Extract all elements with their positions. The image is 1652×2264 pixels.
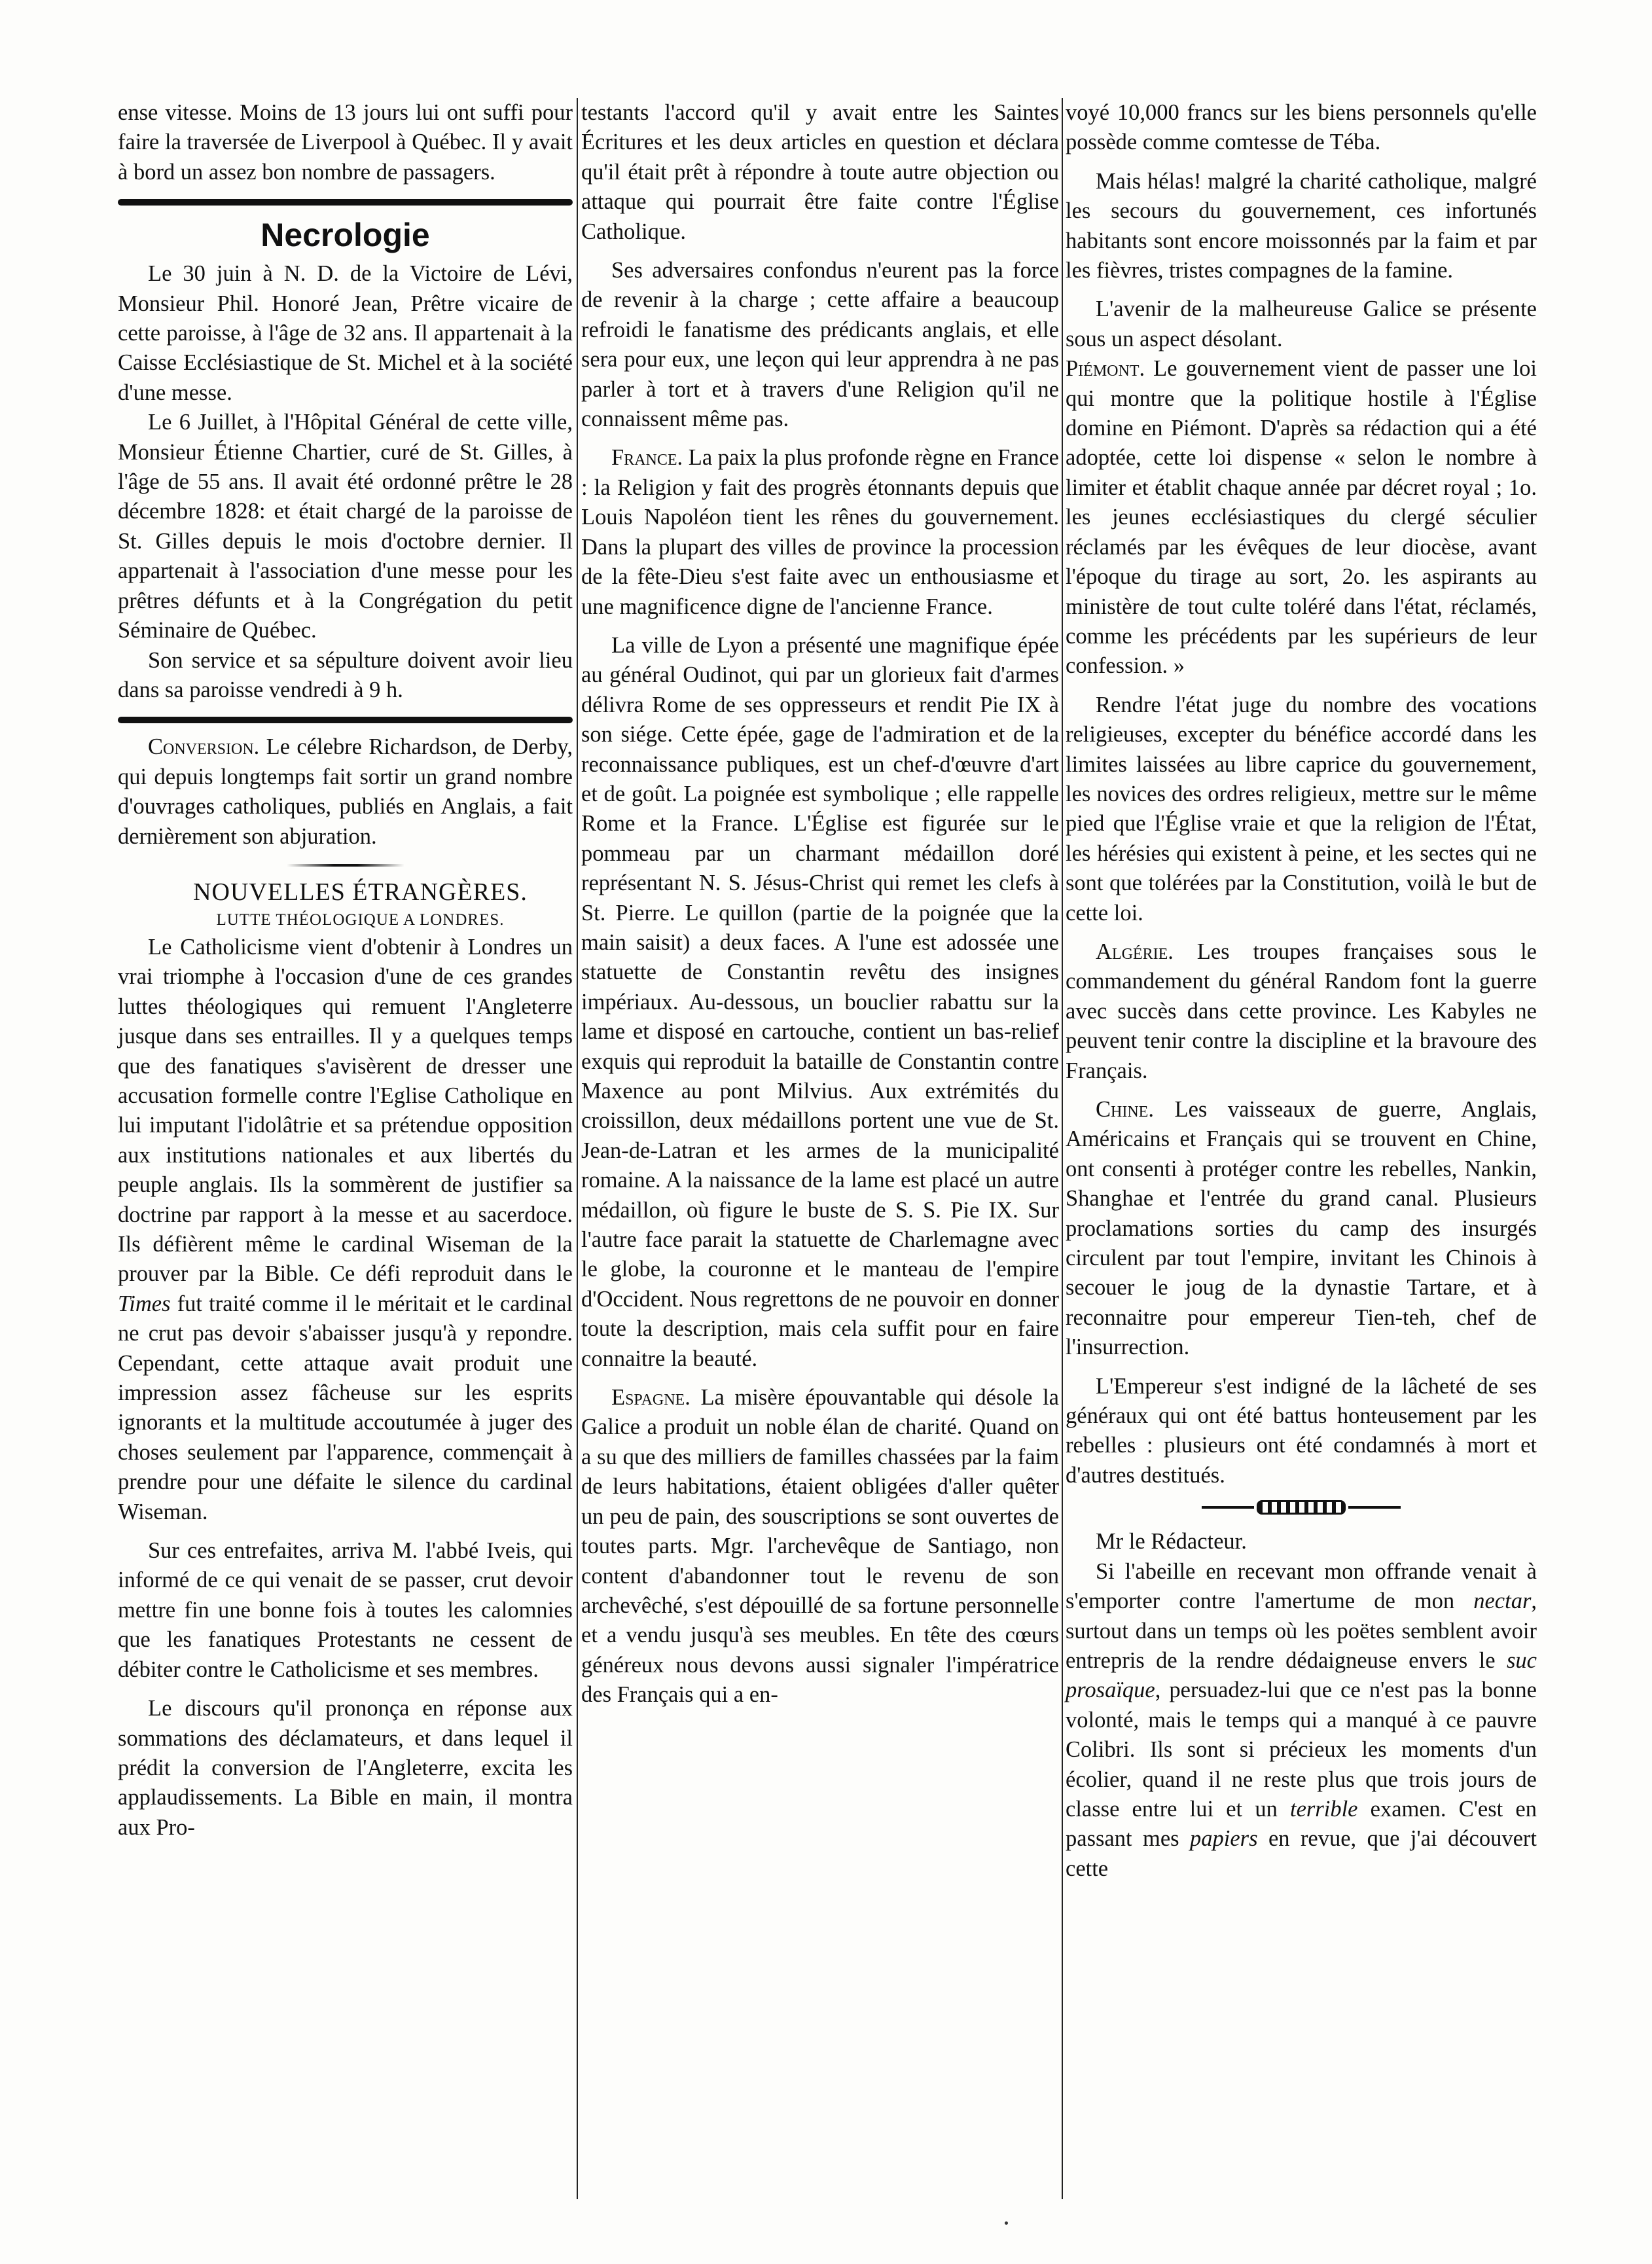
espagne-paragraph [581,1383,1059,1710]
obituary-jean: Le 30 juin à N. D. de la Victoire de Lévi, Monsieur Phil. Honoré Jean, Prêtre vicaire de cette paroisse, à l'âge de 32 ans. Il appartenait à la Caisse Ecclésiastique de St. Michel et à la société d'une messe. [118,261,573,405]
abeille-paragraph [1066,1557,1537,1884]
algerie-paragraph [1066,937,1537,1086]
printer-mark [1005,2221,1008,2225]
empereur-paragraph: L'Empereur s'est indigné de la lâcheté de ses généraux qui ont été battus honteusement par les rebelles : plusieurs ont été condamnés à mort et d'autres destitués. [1066,1373,1537,1488]
chine-text: Les vaisseaux de guerre, Anglais, Américains et Français qui se trouvent en Chine, ont consenti à protéger contre les rebelles, Nankin, Shanghae et l'entrée du grand canal. Plusieurs proclamations sorties du camp des insurgés circulent par tout l'empire, invitant les Chinois à secouer le joug de la dynastie Tartare, et à reconnaitre pour empereur Tien-teh, chef de l'insurrection. [1066,1097,1537,1360]
necrologie-heading: Necrologie [260,217,430,254]
espagne-lead: Espagne. [611,1385,691,1411]
abeille-text-4: examen. C'est en passant mes [1066,1796,1537,1852]
entrefaites-paragraph: Sur ces entrefaites, arriva M. l'abbé Iveis, qui informé de ce qui venait de se passer, crut devoir mettre fin une bonne fois à toutes les calomnies que les fanatiques Protestants ne cessent de débiter contre le Catholicisme et ses membres. [118,1538,573,1682]
catholicisme-text: Le Catholicisme vient d'obtenir à Londres un vrai triomphe à l'occasion d'une de ces grandes luttes théologiques qui remuent l'Angleterre jusque dans ses entrailles. Il y a quelques temps que des fanatiques s'avisèrent de dresser une accusation formelle contre l'Eglise Catholique en lui imputant l'idolâtrie et sa prétendue opposition aux institutions nationales et aux libertés du peuple anglais. Ils la sommèrent de justifier sa doctrine par rapport à la messe et au sacerdoce. Ils défièrent même le cardinal Wiseman de la prouver par la Bible. Ce défi reproduit dans le [118,934,573,1287]
obituary-chartier: Le 6 Juillet, à l'Hôpital Général de cette ville, Monsieur Étienne Chartier, curé de St. Gilles, à l'âge de 55 ans. Il avait été ordonné prêtre le 28 décembre 1828: et était chargé de la paroisse de St. Gilles depuis le mois d'octobre dernier. Il appartenait à l'association d'une messe pour les prêtres défunts et à la Congrégation du petit Séminaire de Québec. [118,410,573,643]
conversion-text: Le célebre Richardson, de Derby, qui depuis longtemps fait sortir un grand nombre d'ouvrages catholiques, publiés en Anglais, a fait dernièrement son abjuration. [118,734,573,849]
chine-lead: Chine. [1096,1097,1154,1122]
vocations-paragraph: Rendre l'état juge du nombre des vocations religieuses, excepter du bénéfice accordé dans les limites laissées au libre caprice du gouvernement, les novices des ordres religieux, mettre sur le même pied que l'Église vraie et que la religion de l'État, les hérésies qui existent à peine, et les sectes qui ne sont que tolérées par la Constitution, voilà le but de cette loi. [1066,692,1537,925]
avenir-paragraph: L'avenir de la malheureuse Galice se présente sous un aspect désolant. [1066,296,1537,351]
suc-prosaique-phrase: suc prosaïque [1066,1647,1537,1703]
column-rule-right [1062,98,1063,2199]
abeille-text-2: , surtout dans un temps où les poëtes semblent avoir entrepris de la rendre dédaigneuse envers le [1066,1589,1537,1673]
catholicisme-text-cont: fut traité comme il le méritait et le cardinal ne crut pas devoir s'abaisser jusqu'à y repondre. Cependant, cette attaque avait produit une impression assez fâcheuse sur les esprits ignorants et la multitude accoutumée à juger des choses seulement par l'apparence, commençait à prendre pour une défaite le silence du cardinal Wiseman. [118,1291,573,1524]
obituary-service: Son service et sa sépulture doivent avoir lieu dans sa paroisse vendredi à 9 h. [118,647,573,702]
terrible-word: terrible [1289,1796,1358,1822]
chine-paragraph [1066,1095,1537,1363]
continued-paragraph: testants l'accord qu'il y avait entre les Saintes Écritures et les deux articles en question et déclara qu'il était prêt à répondre à toute autre objection ou attaque qui pourrait être faite contre l'Église Catholique. [581,100,1059,244]
piemont-paragraph [1066,354,1537,681]
column-right [1066,98,1537,1884]
small-divider [118,857,573,874]
column-middle [581,98,1059,1710]
abeille-text-5: en revue, que j'ai découvert cette [1066,1826,1537,1881]
france-paragraph [581,443,1059,621]
continued-paragraph: ense vitesse. Moins de 13 jours lui ont suffi pour faire la traversée de Liverpool à Québec. Il y avait à bord un assez bon nombre de passagers. [118,100,573,185]
charite-paragraph: Mais hélas! malgré la charité catholique, malgré les secours du gouvernement, ces infortunés habitants sont encore moissonnés par la faim et par les fièvres, tristes compagnes de la famine. [1066,168,1537,283]
adversaires-paragraph: Ses adversaires confondus n'eurent pas la force de revenir à la charge ; cette affaire a beaucoup refroidi le fanatisme des prédicants anglais, et elle sera pour eux, une leçon qui leur apprendra à ne pas parler à tort et à travers d'une Religion qu'il ne connaissent même pas. [581,258,1059,432]
catholicisme-paragraph [118,933,573,1527]
lutte-theologique-heading: LUTTE THÉOLOGIQUE A LONDRES. [216,910,505,929]
discours-paragraph: Le discours qu'il prononça en réponse aux sommations des déclamateurs, et dans lequel il prédit la conversion de l'Angleterre, excita les applaudissements. La Bible en main, il montra aux Pro- [118,1696,573,1840]
algerie-text: Les troupes françaises sous le commandement du général Random font la guerre avec succès dans cette province. Les Kabyles ne peuvent tenir contre la discipline et la bravoure des Français. [1066,939,1537,1083]
france-text: La paix la plus profonde règne en France : la Religion y fait des progrès étonnants depuis que Louis Napoléon tient les rênes du gouvernement. Dans la plupart des villes de province la procession de la fête-Dieu s'est faite avec un enthousiasme et une magnificence digne de l'ancienne France. [581,445,1059,619]
times-name: Times [118,1291,171,1316]
abeille-text-3: , persuadez-lui que ce n'est pas la bonne volonté, mais le temps qui a manqué à ce pauvre Colibri. Ils sont si précieux les moments d'un écolier, quand il ne reste plus que trois jours de classe entre lui et un [1066,1678,1537,1822]
section-rule [118,717,573,723]
conversion-lead: Conversion. [148,734,260,760]
espagne-text: La misère épouvantable qui désole la Galice a produit un noble élan de charité. Quand on a su que des milliers de familles chassées par la faim de leurs habitations, étaient obligées d'aller quêter un peu de pain, des souscriptions se sont ouvertes de toutes parts. Mgr. l'archevêque de Santiago, non content d'abandonner tout le revenu de son archevêché, s'est dépouillé de sa fortune personnelle et a vendu jusqu'à ses meubles. En tête des cœurs généreux nous devons aussi signaler l'impératrice des Français qui a en- [581,1385,1059,1708]
piemont-lead: Piémont. [1066,356,1145,382]
continued-paragraph: voyé 10,000 francs sur les biens personnels qu'elle possède comme comtesse de Téba. [1066,100,1537,155]
nouvelles-etrangeres-heading: NOUVELLES ÉTRANGÈRES. [193,878,528,906]
papiers-word: papiers [1190,1826,1258,1852]
lyon-paragraph: La ville de Lyon a présenté une magnifique épée au général Oudinot, qui par un glorieux fait d'armes délivra Rome de ses oppresseurs et rendit Pie IX à son siége. Cette épée, gage de l'admiration et de la reconnaissance publiques, est un chef-d'œuvre d'art et de goût. La poignée est symbolique ; elle rappelle Rome et la France. L'Église est figurée sur le pommeau par un charmant médaillon doré représentant N. S. Jésus-Christ qui remet les clefs à St. Pierre. Le quillon (partie de la poignée que la main saisit) a deux faces. A l'une est adossée une statuette de Constantin revêtu des insignes impériaux. Au-dessous, un bouclier rabattu sur la lame et disposé en cartouche, contient un bas-relief exquis qui reproduit la bataille de Constantin contre Maxence au pont Milvius. Aux extrémités du croissillon, deux médaillons portent une vue de St. Jean-de-Latran et les armes de la municipalité romaine. A la naissance de la lame est placé un autre médaillon, où figure le buste de S. S. Pie IX. Sur l'autre face parait la statuette de Charlemagne avec le globe, la couronne et le manteau de l'empire d'Occident. Nous regrettons de ne pouvoir en donner toute la description, mais cela suffit pour en faire connaitre la beauté. [581,632,1059,1371]
redacteur-salutation: Mr le Rédacteur. [1096,1529,1247,1554]
column-rule-left [577,98,578,2199]
conversion-paragraph [118,732,573,852]
nectar-word: nectar [1473,1589,1532,1614]
piemont-text: Le gouvernement vient de passer une loi qui montre que la politique hostile à l'Église domine en Piémont. D'après sa rédaction qui a été adoptée, cette loi dispense « selon le nombre à limiter et établit chaque année par décret royal ; 1o. les jeunes ecclésiastiques du clergé séculier réclamés par les évêques de leur diocèse, avant l'époque du tirage au sort, 2o. les aspirants au ministère de tout culte toléré dans l'état, réclamés, comme les précédents par les supérieurs de leur confession. » [1066,356,1537,679]
ornamental-divider [1066,1494,1537,1520]
column-left [118,98,573,1842]
algerie-lead: Algérie. [1096,939,1174,964]
france-lead: France. [611,445,683,471]
section-rule [118,199,573,206]
abeille-text-1: Si l'abeille en recevant mon offrande venait à s'emporter contre l'amertume de mon [1066,1558,1537,1614]
